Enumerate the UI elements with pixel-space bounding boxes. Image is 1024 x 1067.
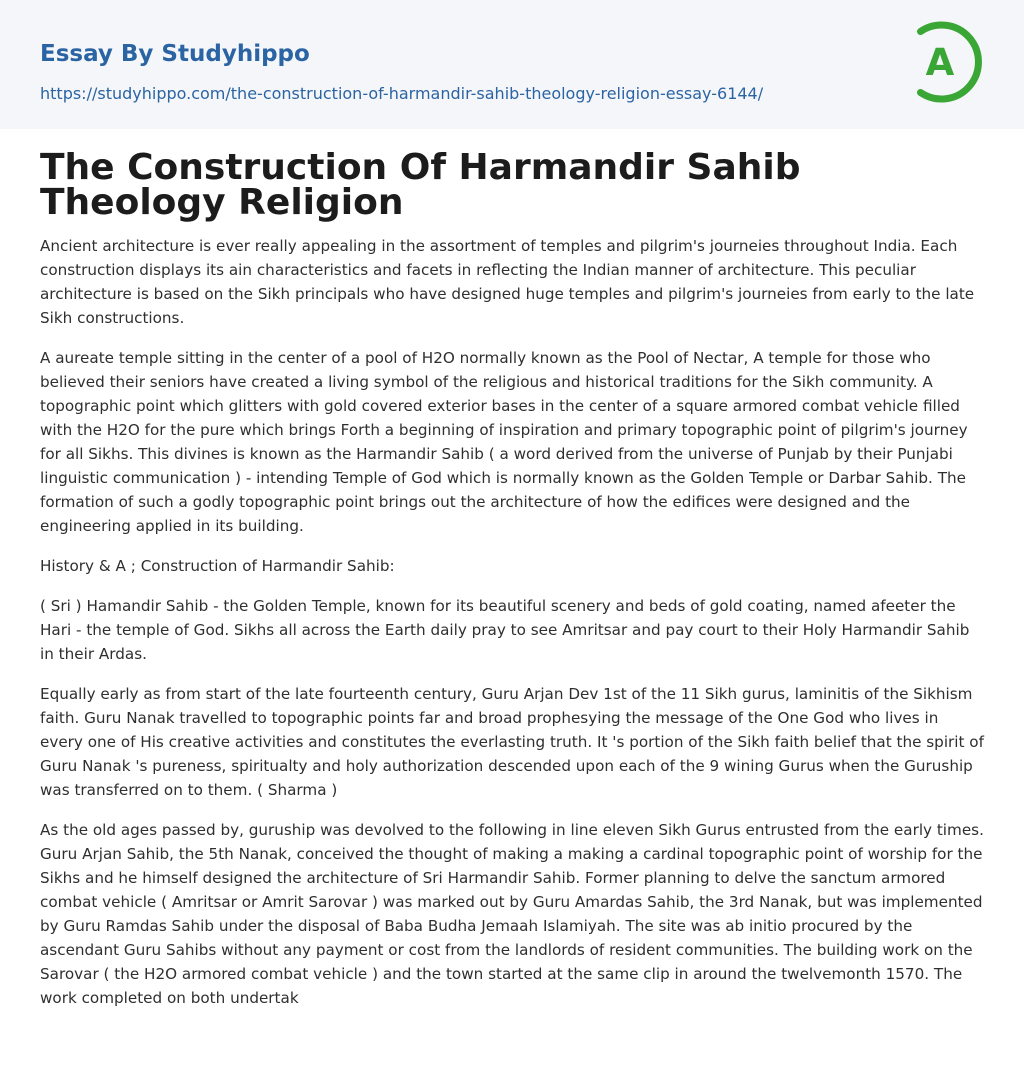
svg-text:A: A [925, 41, 955, 84]
essay-title: The Construction Of Harmandir Sahib Theology Religion [40, 147, 801, 223]
paragraph: ( Sri ) Hamandir Sahib - the Golden Temple, known for its beautiful scenery and beds of gold coating, named afeeter the Hari - the temple of God. Sikhs all across the Earth daily pray to see Amritsar and pay court to their Holy Harmandir Sahib in their Ardas. [40, 597, 970, 663]
essay-body [40, 234, 984, 1026]
site-title[interactable]: Essay By Studyhippo [40, 41, 310, 67]
section-heading-paragraph: History & A ; Construction of Harmandir Sahib: [40, 557, 395, 575]
paragraph: As the old ages passed by, guruship was devolved to the following in line eleven Sikh Gurus entrusted from the early times. Guru Arjan Sahib, the 5th Nanak, conceived the thought of making a making a cardinal topographic point of worship for the Sikhs and he himself designed the architecture of Sri Harmandir Sahib. Former planning to delve the sanctum armored combat vehicle ( Amritsar or Amrit Sarovar ) was marked out by Guru Amardas Sahib, the 3rd Nanak, but was implemented by Guru Ramdas Sahib under the disposal of Baba Budha Jemaah Islamiyah. The site was ab initio procured by the ascendant Guru Sahibs without any payment or cost from the landlords of resident communities. The building work on the Sarovar ( the H2O armored combat vehicle ) and the town started at the same clip in around the twelvemonth 1570. The work completed on both undertak [40, 821, 984, 1007]
paragraph: Equally early as from start of the late fourteenth century, Guru Arjan Dev 1st of the 11 Sikh gurus, laminitis of the Sikhism faith. Guru Nanak travelled to topographic points far and broad prophesying the message of the One God who lives in every one of His creative activities and constitutes the everlasting truth. It 's portion of the Sikh faith belief that the spirit of Guru Nanak 's pureness, spiritualty and holy authorization descended upon each of the 9 wining Gurus when the Guruship was transferred on to them. ( Sharma ) [40, 685, 984, 799]
site-header [0, 0, 1024, 129]
studyhippo-logo-icon[interactable] [912, 19, 986, 105]
essay-url-link[interactable]: https://studyhippo.com/the-construction-of-harmandir-sahib-theology-religion-essay-6144/ [40, 84, 764, 103]
paragraph: A aureate temple sitting in the center of a pool of H2O normally known as the Pool of Nectar, A temple for those who believed their seniors have created a living symbol of the religious and historical traditions for the Sikh community. A topographic point which glitters with gold covered exterior bases in the center of a square armored combat vehicle filled with the H2O for the pure which brings Forth a beginning of inspiration and primary topographic point of pilgrim's journey for all Sikhs. This divines is known as the Harmandir Sahib ( a word derived from the universe of Punjab by their Punjabi linguistic communication ) - intending Temple of God which is normally known as the Golden Temple or Darbar Sahib. The formation of such a godly topographic point brings out the architecture of how the edifices were designed and the engineering applied in its building. [40, 349, 968, 535]
paragraph: Ancient architecture is ever really appealing in the assortment of temples and pilgrim's journeies throughout India. Each construction displays its ain characteristics and facets in reflecting the Indian manner of architecture. This peculiar architecture is based on the Sikh principals who have designed huge temples and pilgrim's journeies from early to the late Sikh constructions. [40, 237, 975, 327]
